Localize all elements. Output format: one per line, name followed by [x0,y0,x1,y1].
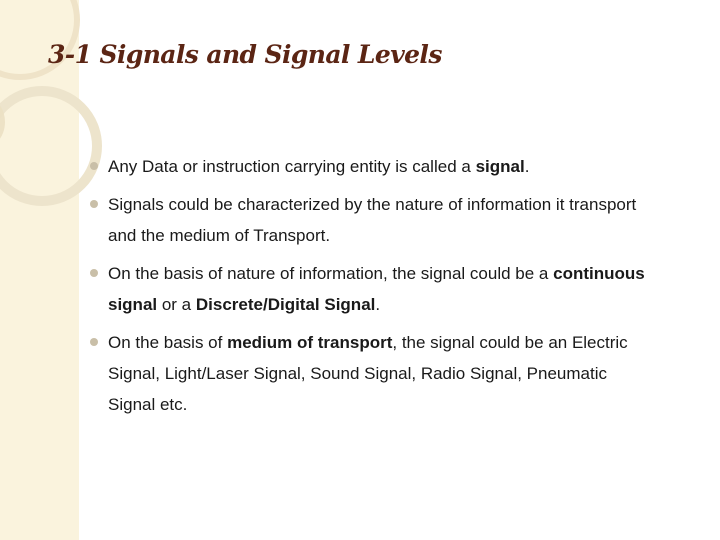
bold-term: continuous signal [108,264,645,314]
bullet-text: , the signal could be an Electric Signal, Light/Laser Signal, Sound Signal, Radio Signal, Pneumatic Signal etc. [108,333,628,414]
bullet-item-nature-of-information [90,258,650,320]
bullet-text: On the basis of [108,333,228,352]
bullet-text: . [524,157,530,176]
bold-term: Discrete/Digital Signal [195,295,376,314]
bullet-list [90,151,650,427]
bullet-item-signal-definition [90,151,650,182]
decorative-ring [0,86,102,206]
bullet-marker-icon [90,269,98,277]
bullet-text: or a [157,295,196,314]
bullet-text: On the basis of nature of information, the signal could be a [108,264,554,283]
bullet-item-characterization [90,189,650,251]
bullet-marker-icon [90,162,98,170]
bullet-text: Any Data or instruction carrying entity is called a [108,157,476,176]
bold-term: medium of transport [227,333,393,352]
bullet-item-medium-of-transport [90,327,650,420]
bullet-text: Signals could be characterized by the nature of information it transport and the medium of Transport. [108,195,637,245]
bold-term: signal [475,157,525,176]
decorative-side-panel [0,0,79,540]
bullet-marker-icon [90,200,98,208]
bullet-text: . [375,295,381,314]
slide-title: 3-1 Signals and Signal Levels [48,40,442,69]
bullet-marker-icon [90,338,98,346]
